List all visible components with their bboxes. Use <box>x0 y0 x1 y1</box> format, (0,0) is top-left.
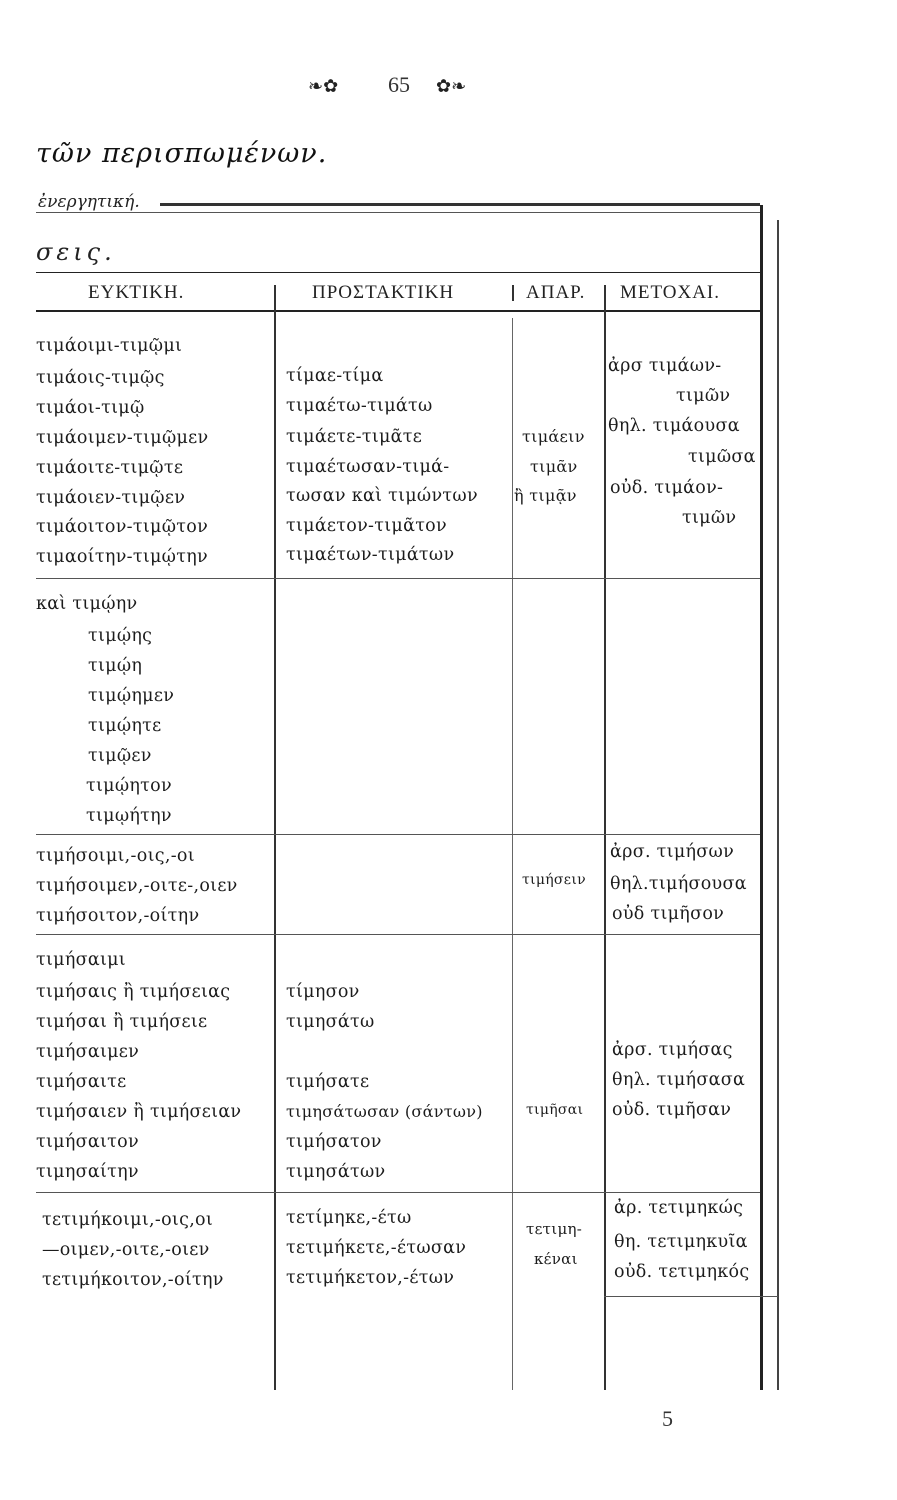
optative-row: τιμάοιτε-τιμῷτε <box>36 458 184 478</box>
optative-row: τιμάοις-τιμῷς <box>36 368 165 388</box>
imperative-row: τετιμήκετον,-έτων <box>286 1268 455 1288</box>
optative-row: τιμήσαιμι <box>36 950 126 970</box>
imperative-row: τιμάετε-τιμᾶτε <box>286 427 423 447</box>
optative-row: τιμάοι-τιμῷ <box>36 398 145 418</box>
imperative-row: τωσαν καὶ τιμώντων <box>286 486 478 506</box>
infinitive-row: τιμᾶν <box>530 457 578 476</box>
participle-row: θηλ. τιμήσασα <box>612 1070 746 1090</box>
imperative-row: τιμήσατε <box>286 1072 370 1092</box>
imperative-row: τετιμήκετε,-έτωσαν <box>286 1238 467 1258</box>
imperative-row: τιμησάτωσαν (σάντων) <box>286 1102 483 1121</box>
imperative-row: τίμαε-τίμα <box>286 366 384 386</box>
page-title: τῶν περισπωμένων. <box>36 138 328 169</box>
optative-row: τιμήσαιτον <box>36 1132 139 1152</box>
optative-row: τετιμήκοιτον,-οίτην <box>42 1270 224 1290</box>
participle-row: θη. τετιμηκυῖα <box>614 1232 748 1252</box>
section-divider <box>36 834 760 835</box>
participle-row: οὐδ. τιμάον- <box>610 478 724 498</box>
participle-row: θηλ.τιμήσουσα <box>610 874 747 894</box>
ornament-right: ✿❧ <box>436 76 467 97</box>
page-number-bottom: 5 <box>662 1406 673 1431</box>
right-border-outer <box>777 220 779 1390</box>
optative-row: τιμήσαιμεν <box>36 1042 140 1062</box>
infinitive-row: ἢ τιμᾷν <box>514 486 577 505</box>
optative-row: καὶ τιμῴην <box>36 594 138 614</box>
participle-row: ἀρσ. τιμήσας <box>612 1040 733 1060</box>
section-divider <box>604 1296 778 1297</box>
right-border <box>760 205 763 1390</box>
optative-row: τιμάοιμι-τιμῷμι <box>36 336 183 356</box>
infinitive-row: τιμήσειν <box>522 872 586 888</box>
top-rule-thin <box>36 212 760 213</box>
optative-row: τιμήσαι ἢ τιμήσειε <box>36 1012 208 1032</box>
optative-row: τιμάοιμεν-τιμῷμεν <box>36 428 209 448</box>
participle-row: τιμῶν <box>682 508 737 528</box>
optative-row: τιμῴημεν <box>88 686 175 706</box>
participle-row: οὐδ. τιμῆσαν <box>612 1100 732 1120</box>
optative-row: τιμαοίτην-τιμῴτην <box>36 547 208 567</box>
optative-row: τιμῷεν <box>88 746 152 766</box>
participle-row: τιμῶν <box>676 386 731 406</box>
column-divider-1 <box>274 285 276 1390</box>
optative-row: τιμῴης <box>88 626 153 646</box>
participle-row: οὐδ. τετιμηκός <box>614 1262 750 1282</box>
optative-row: τιμῴη <box>88 656 143 676</box>
column-divider-3 <box>604 285 606 1390</box>
optative-row: τιμάοιεν-τιμῷεν <box>36 488 186 508</box>
optative-row: τιμῳήτην <box>86 806 172 826</box>
ornament-left: ❧✿ <box>308 76 339 97</box>
imperative-row: τιμάετον-τιμᾶτον <box>286 516 447 536</box>
header-imperative: ΠΡΟΣΤΑΚΤΙΚΗ <box>312 282 455 303</box>
participle-row: ἀρσ. τιμήσων <box>610 842 735 862</box>
optative-row: τιμῴητον <box>86 776 172 796</box>
participle-row: τιμῶσα <box>688 447 756 467</box>
imperative-row: τιμήσατον <box>286 1132 382 1152</box>
infinitive-row: τιμάειν <box>522 427 585 446</box>
optative-row: τιμήσοιμι,-οις,-οι <box>36 846 195 866</box>
subtitle: ἐνεργητική. <box>38 192 140 212</box>
optative-row: τετιμήκοιμι,-οις,οι <box>42 1210 214 1230</box>
optative-row: τιμήσαιτε <box>36 1072 127 1092</box>
column-divider-2 <box>512 318 513 1390</box>
imperative-row: τιμαέτων-τιμάτων <box>286 545 455 565</box>
participle-row: ἀρ. τετιμηκώς <box>614 1198 744 1218</box>
header-participles: ΜΕΤΟΧΑΙ. <box>620 282 721 303</box>
participle-row: ἀρσ τιμάων- <box>608 356 722 376</box>
infinitive-row: τιμῆσαι <box>526 1102 584 1118</box>
optative-row: τιμησαίτην <box>36 1162 139 1182</box>
participle-row: θηλ. τιμάουσα <box>608 416 740 436</box>
imperative-row: τιμησάτω <box>286 1012 375 1032</box>
optative-row: τιμῴητε <box>88 716 162 736</box>
section-divider <box>36 1192 760 1193</box>
imperative-row: τιμαέτωσαν-τιμά- <box>286 457 450 477</box>
header-infinitive: ΑΠΑΡ. <box>526 282 586 303</box>
infinitive-row: τετιμη- <box>526 1220 583 1238</box>
optative-row: τιμήσοιμεν,-οιτε-,οιεν <box>36 876 238 896</box>
header-rule-bottom <box>36 310 760 312</box>
header-rule-top <box>36 272 760 273</box>
imperative-row: τιμαέτω-τιμάτω <box>286 396 433 416</box>
imperative-row: τετίμηκε,-έτω <box>286 1208 412 1228</box>
page-number-top: 65 <box>388 72 410 97</box>
participle-row: οὐδ τιμῆσον <box>612 904 725 924</box>
optative-row: τιμήσαιεν ἢ τιμήσειαν <box>36 1102 242 1122</box>
section-divider <box>36 578 760 579</box>
optative-row: —οιμεν,-οιτε,-οιεν <box>42 1240 210 1260</box>
column-divider-2-header <box>512 285 514 301</box>
imperative-row: τιμησάτων <box>286 1162 386 1182</box>
optative-row: τιμάοιτον-τιμῷτον <box>36 517 209 537</box>
optative-row: τιμήσοιτον,-οίτην <box>36 906 200 926</box>
imperative-row: τίμησον <box>286 982 360 1002</box>
subtitle-2: σεις. <box>36 238 116 266</box>
top-rule <box>160 203 760 206</box>
section-divider <box>36 934 760 935</box>
header-optative: ΕΥΚΤΙΚΗ. <box>88 282 185 303</box>
infinitive-row: κέναι <box>534 1250 578 1268</box>
optative-row: τιμήσαις ἢ τιμήσειας <box>36 982 231 1002</box>
